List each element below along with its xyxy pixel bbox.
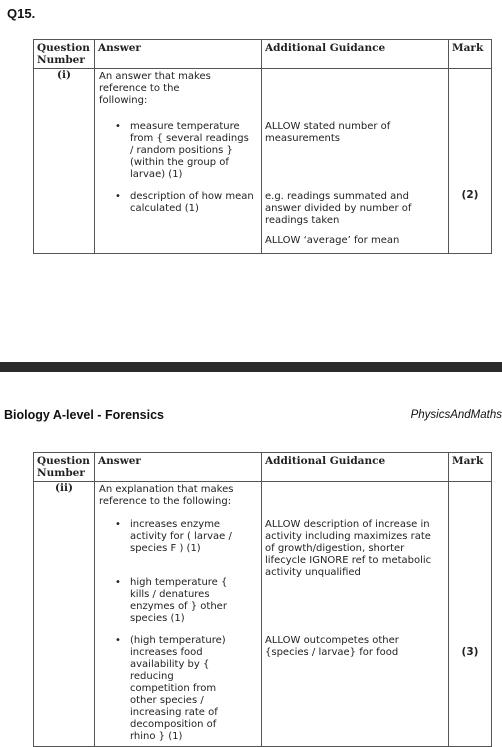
answer-point: high temperature { kills / denatures enzymes of } other species (1) — [130, 577, 228, 624]
question-number-ii: (ii) — [34, 482, 95, 747]
answer-intro: An explanation that makes reference to the following: — [99, 484, 234, 507]
header-question-number: Question Number — [34, 40, 95, 69]
answer-point: description of how mean calculated (1) — [130, 191, 254, 214]
bullet-icon: • — [115, 191, 121, 202]
mark-scheme-table-1 — [33, 39, 492, 254]
answer-point: measure temperature from { several readings / random positions } (within the group of larvae) (1) — [130, 121, 249, 180]
answer-intro: An answer that makes reference to the following: — [99, 71, 211, 106]
page-header-title: Biology A-level - Forensics — [4, 408, 164, 422]
header-question-number: Question Number — [34, 453, 95, 482]
mark-value: (3) — [461, 646, 479, 658]
header-answer: Answer — [95, 40, 262, 69]
header-answer: Answer — [95, 453, 262, 482]
bullet-icon: • — [115, 519, 121, 530]
answer-cell — [95, 482, 262, 747]
header-mark: Mark — [449, 40, 492, 69]
guidance-note: ALLOW description of increase in activity including maximizes rate of growth/digestion, shorter lifecycle IGNORE ref to metabolic activity unqualified — [265, 519, 432, 578]
header-mark: Mark — [449, 453, 492, 482]
guidance-note: ALLOW ‘average’ for mean — [265, 235, 400, 246]
mark-value: (2) — [461, 189, 479, 201]
bullet-icon: • — [115, 121, 121, 132]
header-guidance: Additional Guidance — [262, 453, 449, 482]
mark-cell — [449, 69, 492, 254]
guidance-cell — [262, 69, 449, 254]
answer-point: (high temperature) increases food availability by { reducing competition from other species / increasing rate of decomposition of rhino } (1) — [130, 635, 226, 742]
question-number-i: (i) — [34, 69, 95, 254]
guidance-note: ALLOW outcompetes other {species / larvae} for food — [265, 635, 399, 658]
mark-scheme-table-2 — [33, 452, 492, 747]
guidance-cell — [262, 482, 449, 747]
page-header-brand: PhysicsAndMaths — [410, 409, 502, 421]
question-label: Q15. — [7, 6, 36, 21]
answer-cell — [95, 69, 262, 254]
guidance-note: e.g. readings summated and answer divided by number of readings taken — [265, 191, 412, 226]
header-guidance: Additional Guidance — [262, 40, 449, 69]
page-divider — [0, 362, 502, 372]
bullet-icon: • — [115, 635, 121, 646]
mark-cell — [449, 482, 492, 747]
answer-point: increases enzyme activity for ( larvae / species F ) (1) — [130, 519, 232, 554]
bullet-icon: • — [115, 577, 121, 588]
guidance-note: ALLOW stated number of measurements — [265, 121, 391, 144]
